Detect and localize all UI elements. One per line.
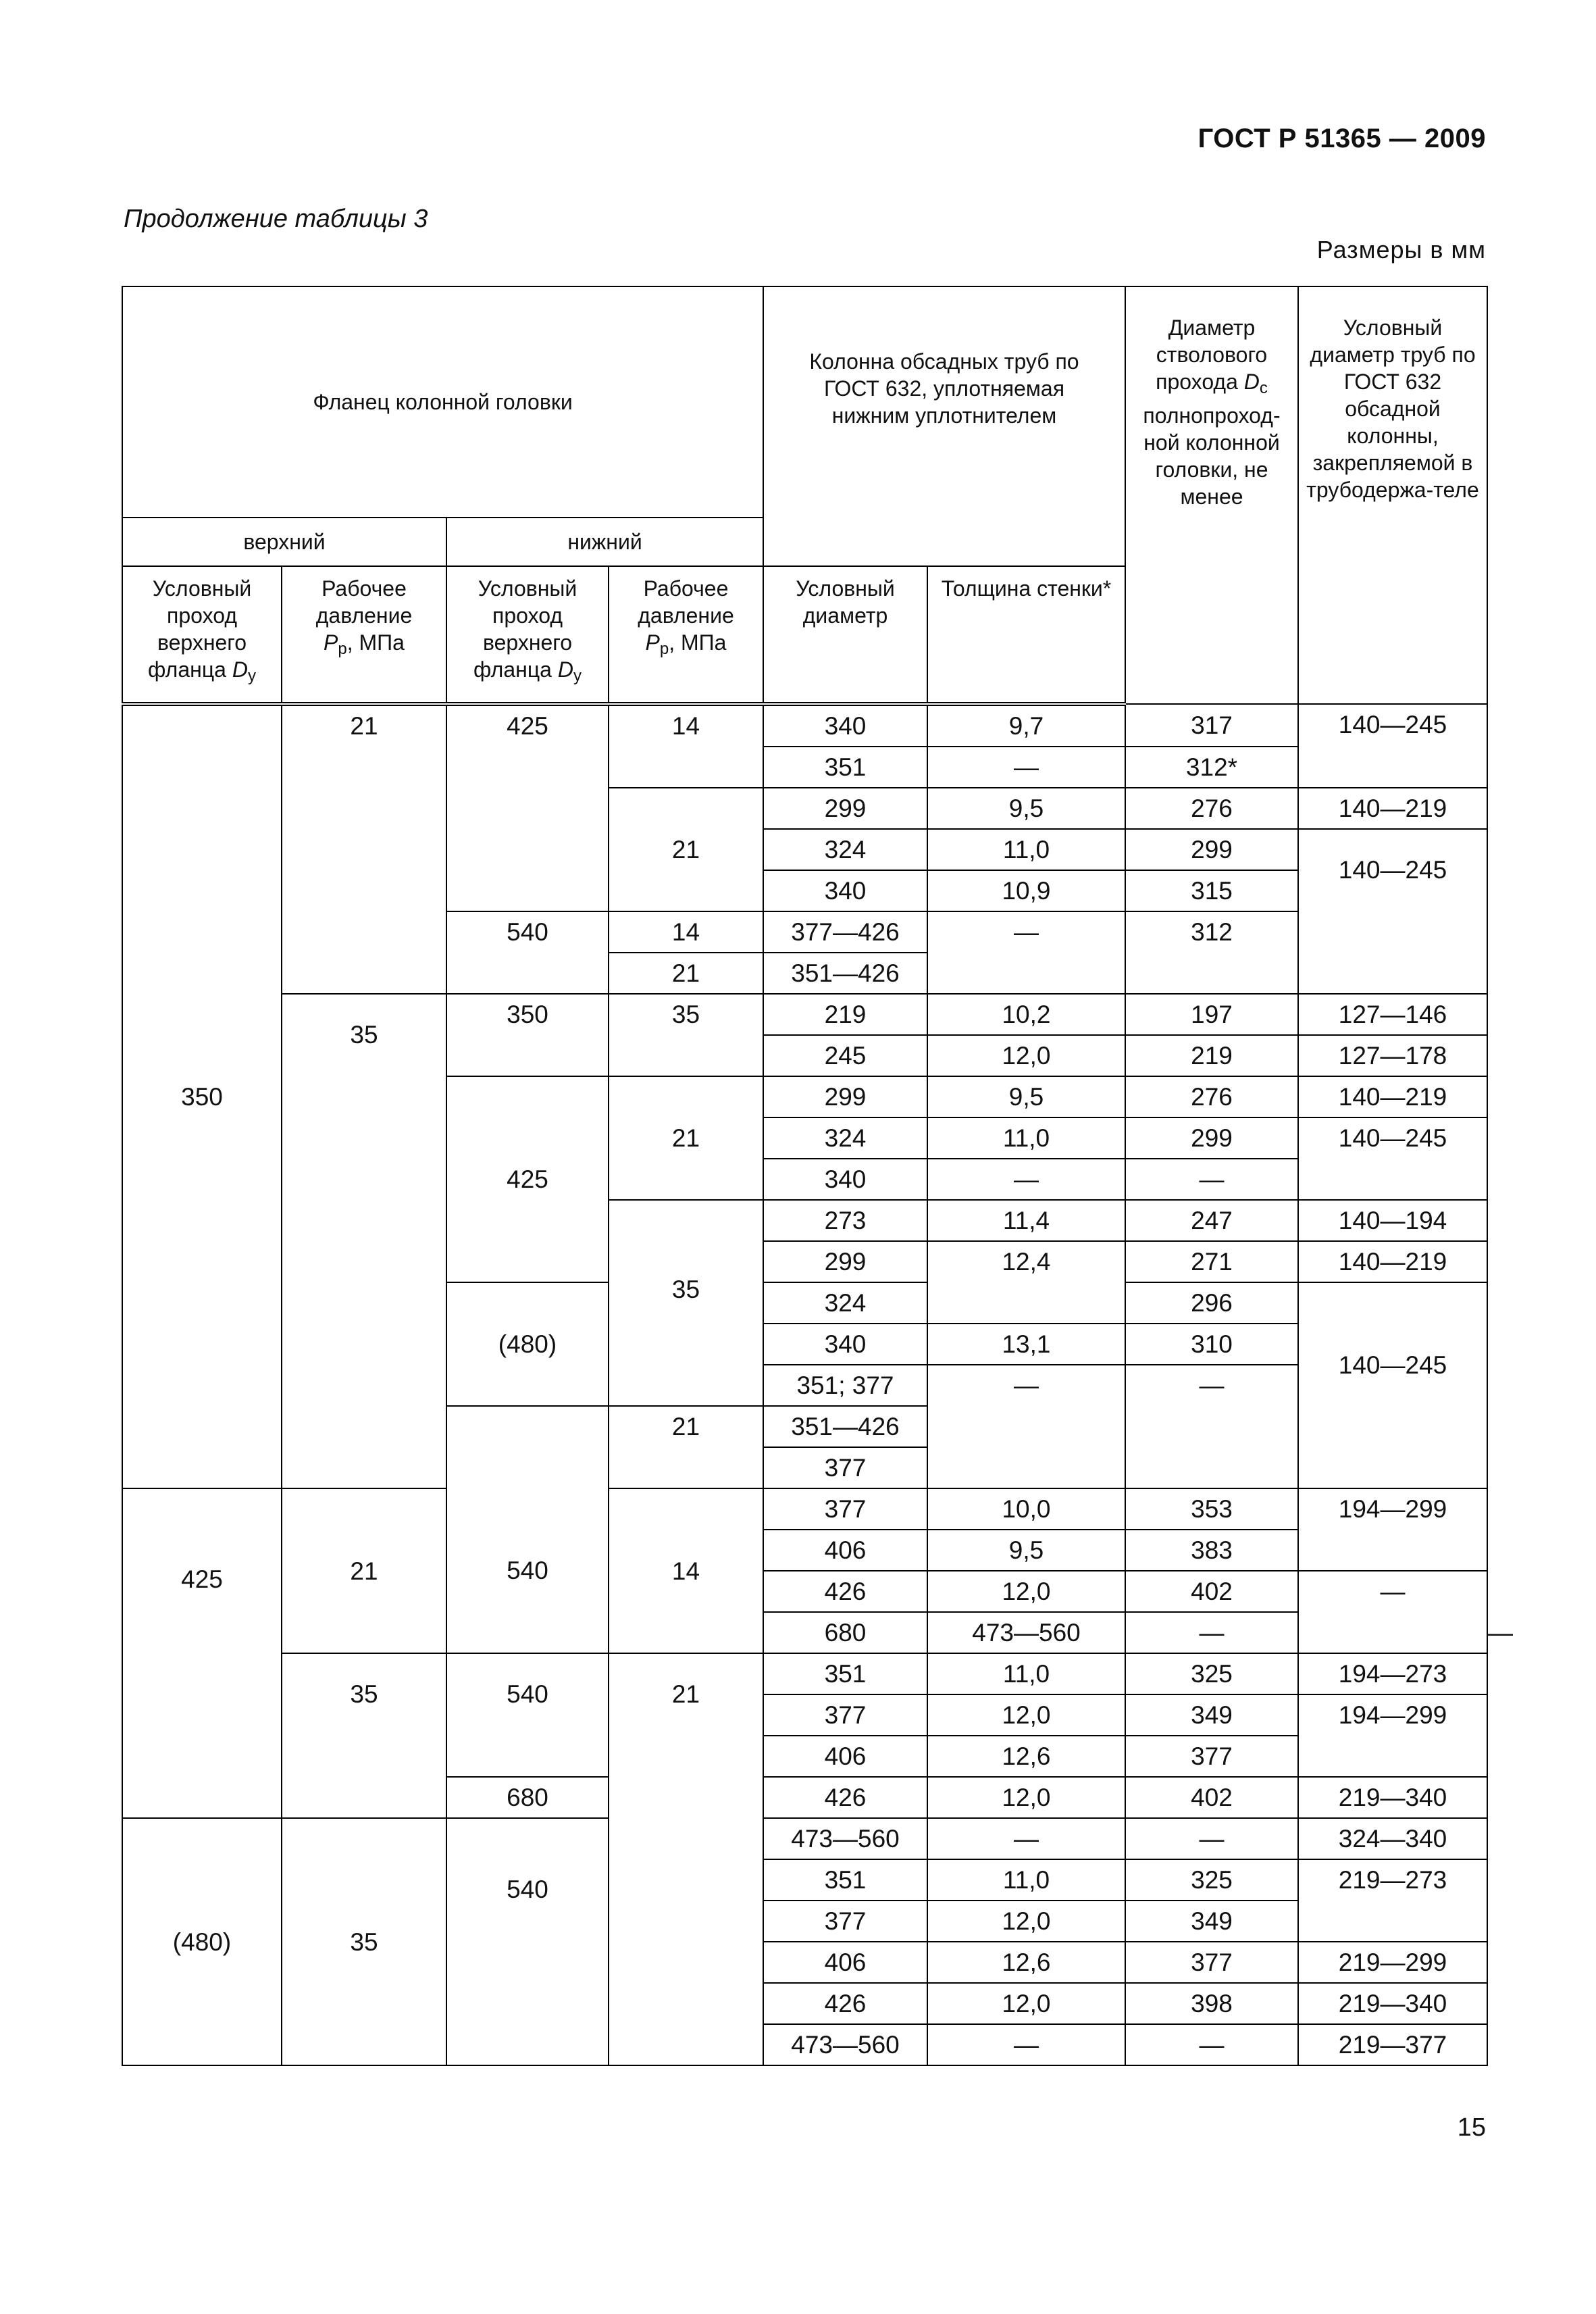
pressure-symbol: P [324,630,338,655]
pressure-subscript: p [659,640,669,658]
upper-pressure-cell: 21 [282,1488,446,1653]
pressure-subscript: p [338,640,347,658]
header-lower-nominal [446,566,609,704]
lower-pressure-cell: 35 [609,994,763,1076]
hanger-cell: 140—219 [1298,788,1487,829]
diameter-cell: 219 [763,994,927,1035]
hanger-cell: — [1298,1571,1487,1653]
thickness-cell: 12,6 [927,1736,1125,1777]
thickness-cell: 12,0 [927,1983,1125,2024]
lower-nominal-cell: 540 [446,911,609,994]
diameter-cell: 406 [763,1530,927,1571]
bore-cell: 383 [1125,1530,1298,1571]
thickness-cell: 11,0 [927,829,1125,870]
nominal-symbol: D [557,657,573,682]
diameter-cell: 377 [763,1901,927,1942]
thickness-cell: 11,0 [927,1653,1125,1694]
diameter-cell: 426 [763,1571,927,1612]
thickness-cell: 12,0 [927,1035,1125,1076]
lower-pressure-cell: 21 [609,1406,763,1488]
bore-cell: 247 [1125,1200,1298,1241]
bore-cell: 299 [1125,1117,1298,1159]
diameter-cell: 245 [763,1035,927,1076]
diameter-cell: 299 [763,1241,927,1282]
lower-pressure-cell: 21 [609,1076,763,1200]
upper-nominal-cell: (480) [122,1818,282,2065]
table-caption: Продолжение таблицы 3 [124,205,428,233]
hanger-cell: 219—340 [1298,1983,1487,2024]
bore-cell: 349 [1125,1694,1298,1736]
bore-cell: 317 [1125,704,1298,747]
table-row [122,994,1487,1035]
bore-symbol: D [1243,370,1260,394]
header-upper-pressure [282,566,446,704]
thickness-cell: 10,9 [927,870,1125,911]
header-bore [1125,286,1298,704]
bore-cell: 315 [1125,870,1298,911]
diameter-cell: 377 [763,1694,927,1736]
diameter-cell: 324 [763,1117,927,1159]
bore-cell: 402 [1125,1777,1298,1818]
diameter-cell: 351—426 [763,953,927,994]
thickness-cell: 9,5 [927,1076,1125,1117]
diameter-cell: 473—560 [763,1818,927,1859]
diameter-cell: 351; 377 [763,1365,927,1406]
diameter-cell: 351—426 [763,1406,927,1447]
diameter-cell: 340 [763,704,927,747]
header-casing: Колонна обсадных труб по ГОСТ 632, уплотняемая нижним уплотнителем [763,286,1125,566]
pressure-label: Рабочее давление [315,576,413,628]
bore-cell: 312* [1125,747,1298,788]
thickness-cell: 13,1 [927,1324,1125,1365]
nominal-label: Условный проход верхнего фланца [473,576,577,682]
bore-cell: — [1125,1818,1298,1859]
diameter-cell: 377 [763,1488,927,1530]
upper-pressure-cell: 35 [282,1818,446,2065]
bore-cell: 325 [1125,1859,1298,1901]
thickness-cell: 12,0 [927,1777,1125,1818]
pressure-unit: , МПа [669,630,727,655]
thickness-cell: — [927,2024,1125,2065]
hanger-cell: 324—340 [1298,1818,1487,1859]
nominal-subscript: y [573,667,582,685]
diameter-cell: 377 [763,1447,927,1488]
bore-cell: 197 [1125,994,1298,1035]
lower-nominal-cell: 350 [446,994,609,1076]
diameter-cell: 473—560 [927,1612,1125,1653]
upper-pressure-cell: 35 [282,994,446,1488]
hanger-cell: 219—377 [1298,2024,1487,2065]
document-code: ГОСТ Р 51365 — 2009 [1198,124,1486,153]
bore-cell: 377 [1125,1736,1298,1777]
diameter-cell: 406 [763,1942,927,1983]
lower-nominal-cell: 540 [446,1653,609,1777]
thickness-cell: 12,0 [927,1571,1125,1612]
lower-nominal-cell: (480) [446,1282,609,1406]
hanger-cell: 219—340 [1298,1777,1487,1818]
hanger-cell: 140—219 [1298,1241,1487,1282]
bore-cell: — [1125,2024,1298,2065]
diameter-cell: 426 [763,1983,927,2024]
diameter-cell: 473—560 [763,2024,927,2065]
lower-pressure-cell: 21 [609,1653,763,2065]
diameter-cell: 273 [763,1200,927,1241]
hanger-cell: 127—146 [1298,994,1487,1035]
thickness-cell: — [927,1818,1125,1859]
header-lower: нижний [446,518,763,566]
diameter-cell: 406 [763,1736,927,1777]
table-row: 680 473—560 — — [122,1612,1487,1653]
header-upper: верхний [122,518,446,566]
nominal-symbol: D [232,657,248,682]
table-row [122,1653,1487,1694]
table-row [122,704,1487,747]
diameter-cell: 340 [763,1159,927,1200]
thickness-cell: — [927,911,1125,994]
thickness-cell: — [1125,1612,1298,1653]
diameter-cell: 351 [763,747,927,788]
bore-label: Диаметр стволового прохода [1156,316,1268,394]
diameter-cell: 340 [763,1324,927,1365]
table-row [122,1818,1487,1859]
lower-nominal-cell: 680 [446,1777,609,1818]
bore-cell: 402 [1125,1571,1298,1612]
pressure-unit: , МПа [346,630,405,655]
bore-label-tail: полнопроход-ной колонной головки, не менее [1143,403,1281,509]
hanger-cell: 194—273 [1298,1653,1487,1694]
units-note: Размеры в мм [1316,236,1486,263]
page-number: 15 [1457,2113,1486,2142]
thickness-cell: 9,5 [927,1530,1125,1571]
thickness-cell: — [927,747,1125,788]
lower-pressure-cell: 21 [609,953,763,994]
bore-cell: 271 [1125,1241,1298,1282]
upper-pressure-cell: 21 [282,704,446,994]
header-lower-pressure [609,566,763,704]
hanger-cell: 140—219 [1298,1076,1487,1117]
diameter-cell: 324 [763,829,927,870]
diameter-cell: 299 [763,1076,927,1117]
hanger-cell: 140—245 [1298,704,1487,788]
bore-cell: 276 [1125,788,1298,829]
pressure-symbol: P [645,630,660,655]
bore-cell: 299 [1125,829,1298,870]
diameter-cell: 299 [763,788,927,829]
hanger-cell: 140—194 [1298,1200,1487,1241]
lower-nominal-cell: 540 [446,1406,609,1653]
thickness-cell: — [927,1159,1125,1200]
thickness-cell: 9,5 [927,788,1125,829]
bore-cell: 310 [1125,1324,1298,1365]
bore-cell: 219 [1125,1035,1298,1076]
bore-cell: — [1125,1365,1298,1488]
bore-cell: 325 [1125,1653,1298,1694]
bore-cell: — [1125,1159,1298,1200]
hanger-cell: 219—273 [1298,1859,1487,1942]
lower-nominal-cell: 540 [446,1818,609,2065]
lower-nominal-cell: 680 [763,1612,927,1653]
diameter-cell: 324 [763,1282,927,1324]
diameter-cell: 377—426 [763,911,927,953]
thickness-cell: — [927,1365,1125,1488]
thickness-cell: 12,0 [927,1694,1125,1736]
diameter-cell: 340 [763,870,927,911]
hanger-cell: 219—299 [1298,1942,1487,1983]
upper-nominal-cell: 425 [122,1488,282,1818]
thickness-cell: 11,0 [927,1117,1125,1159]
nominal-subscript: y [247,667,256,685]
thickness-cell: 10,0 [927,1488,1125,1530]
casing-head-table [122,286,1513,2066]
header-wall-thickness: Толщина стенки* [927,566,1125,704]
thickness-cell: 12,4 [927,1241,1125,1324]
lower-nominal-cell: 425 [446,704,609,911]
nominal-label: Условный проход верхнего фланца [148,576,252,682]
upper-pressure-cell: 35 [282,1653,446,1818]
lower-pressure-cell: 14 [609,704,763,788]
diameter-cell: 426 [763,1777,927,1818]
pressure-label: Рабочее давление [638,576,734,628]
lower-nominal-cell: 425 [446,1076,609,1282]
header-hanger: Условный диаметр труб по ГОСТ 632 обсадной колонны, закрепляемой в трубодержа-теле [1298,286,1487,704]
bore-cell: 377 [1125,1942,1298,1983]
thickness-cell: 12,0 [927,1901,1125,1942]
bore-cell: 398 [1125,1983,1298,2024]
bore-cell: 353 [1125,1488,1298,1530]
diameter-cell: 351 [763,1859,927,1901]
bore-cell: 312 [1125,911,1298,994]
hanger-cell: 194—299 [1298,1488,1487,1571]
lower-pressure-cell: 14 [609,1488,763,1653]
hanger-cell: 127—178 [1298,1035,1487,1076]
lower-pressure-cell: 14 [609,911,763,953]
thickness-cell: 11,0 [927,1859,1125,1901]
header-nominal-diameter: Условный диаметр [763,566,927,704]
thickness-cell: 11,4 [927,1200,1125,1241]
hanger-cell: 140—245 [1298,1117,1487,1200]
hanger-cell: 194—299 [1298,1694,1487,1777]
thickness-cell: 9,7 [927,704,1125,747]
thickness-cell: 10,2 [927,994,1125,1035]
bore-cell: 349 [1125,1901,1298,1942]
header-flange: Фланец колонной головки [122,286,763,518]
bore-cell: 296 [1125,1282,1298,1324]
table-row [122,1488,1487,1530]
header-upper-nominal [122,566,282,704]
lower-pressure-cell: 35 [609,1200,763,1406]
hanger-cell: 140—245 [1298,1282,1487,1488]
hanger-cell: 140—245 [1298,829,1487,994]
thickness-cell: 12,6 [927,1942,1125,1983]
diameter-cell: 351 [763,1653,927,1694]
bore-subscript: c [1259,379,1268,397]
bore-cell: 276 [1125,1076,1298,1117]
lower-pressure-cell: 21 [609,788,763,911]
upper-nominal-cell: 350 [122,704,282,1488]
